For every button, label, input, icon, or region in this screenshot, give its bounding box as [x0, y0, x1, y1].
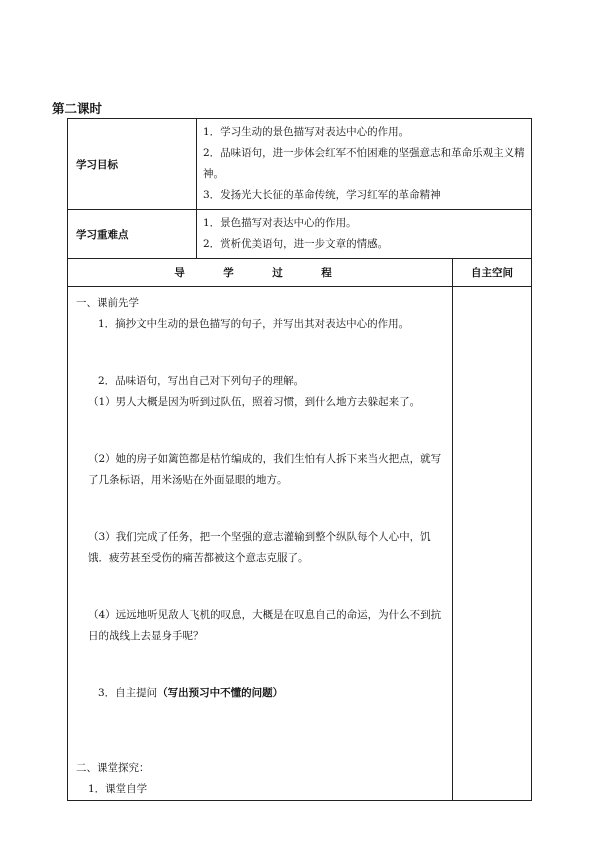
objectives-content	[197, 119, 532, 210]
section2-item-1: 1．课堂自学	[88, 783, 148, 795]
key-points-label: 学习重难点	[68, 210, 197, 259]
objectives-row	[68, 119, 532, 210]
question-3	[76, 683, 444, 704]
self-space-cell[interactable]	[453, 287, 532, 801]
sentence-1: （1）男人大概是因为听到过队伍，照着习惯，到什么地方去躲起来了。	[88, 396, 421, 408]
sentence-3: （3）我们完成了任务，把一个坚强的意志灌输到整个纵队每个人心中，饥饿．疲劳甚至受伤的痛苦都被这个意志克服了。	[88, 531, 431, 564]
sentence-2: （2）她的房子如篱笆都是枯竹编成的，我们生怕有人拆下来当火把点，就写了几条标语，用米汤贴在外面显眼的地方。	[88, 453, 442, 486]
key-point-item: 1．景色描写对表达中心的作用。	[203, 217, 357, 229]
question-3-note: （写出预习中不懂的问题）	[157, 687, 284, 699]
question-1: 1．摘抄文中生动的景色描写的句子，并写出其对表达中心的作用。	[98, 318, 410, 330]
process-body	[68, 287, 453, 801]
lesson-plan-table	[67, 118, 532, 801]
objective-item: 1．学习生动的景色描写对表达中心的作用。	[203, 126, 410, 138]
objectives-label: 学习目标	[68, 119, 197, 210]
process-header-row	[68, 259, 532, 287]
section1-heading: 一、课前先学	[76, 297, 139, 309]
process-header: 导 学 过 程	[68, 259, 453, 287]
process-body-row	[68, 287, 532, 801]
section2-heading: 二、课堂探究：	[76, 762, 150, 774]
lesson-title: 第二课时	[52, 101, 103, 116]
key-points-content	[197, 210, 532, 259]
key-points-row	[68, 210, 532, 259]
question-2: 2．品味语句，写出自己对下列句子的理解。	[98, 375, 305, 387]
question-3-label: 3．自主提问	[98, 687, 158, 699]
sentence-4: （4）远远地听见敌人飞机的叹息，大概是在叹息自己的命运，为什么不到抗日的战线上去显身手呢？	[88, 609, 442, 642]
objective-item: 2．品味语句，进一步体会红军不怕困难的坚强意志和革命乐观主义精神。	[203, 147, 525, 180]
objective-item: 3．发扬光大长征的革命传统，学习红军的革命精神	[203, 189, 441, 201]
key-point-item: 2．赏析优美语句，进一步文章的情感。	[203, 238, 389, 250]
self-space-header: 自主空间	[453, 259, 532, 287]
